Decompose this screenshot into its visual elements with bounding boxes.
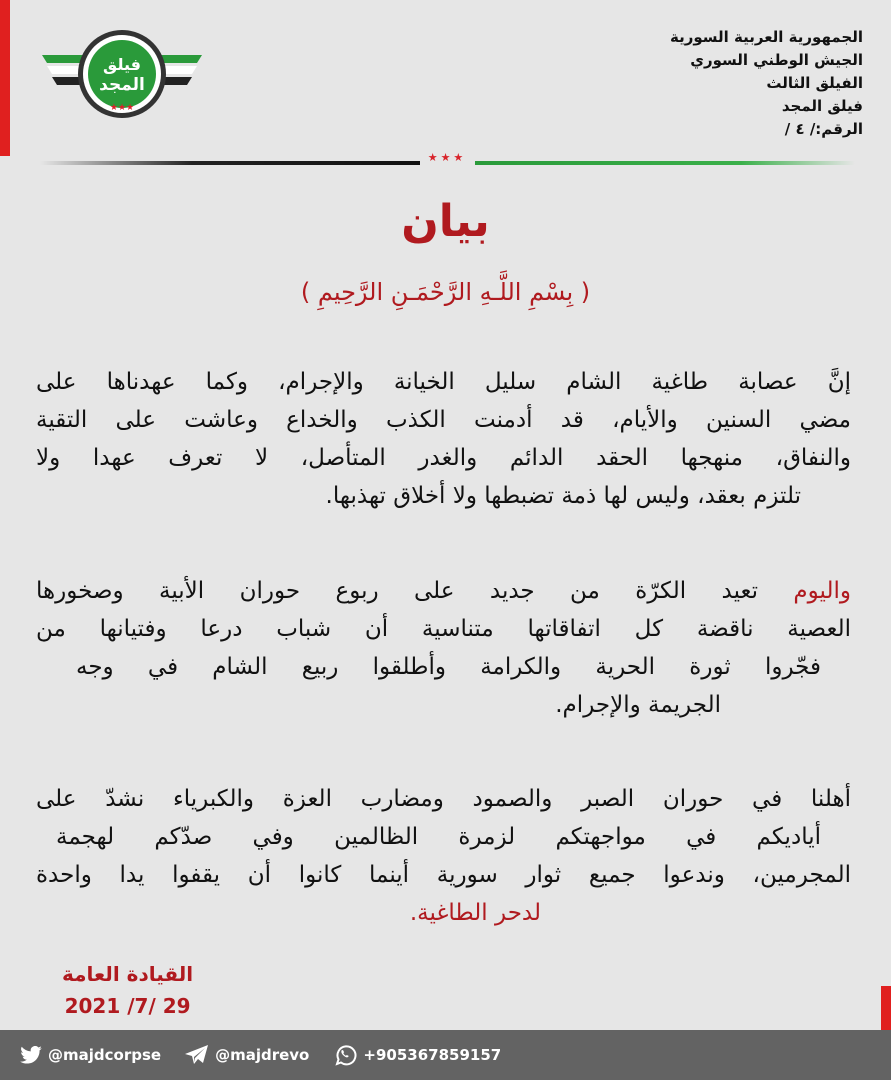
highlight-word: واليوم xyxy=(793,578,851,604)
svg-text:فيلق: فيلق xyxy=(103,55,141,74)
twitter-icon xyxy=(20,1046,42,1064)
telegram-link[interactable] xyxy=(185,1045,309,1065)
text-line: فجّروا ثورة الحرية والكرامة وأطلقوا ربيع الشام في وجه xyxy=(76,654,821,680)
text-line-highlight: لدحر الطاغية. xyxy=(409,900,541,926)
whatsapp-link[interactable] xyxy=(333,1043,501,1067)
basmala: ( بِسْمِ اللَّـهِ الرَّحْمَـنِ الرَّحِيمِ ) xyxy=(300,278,591,306)
text-line: المجرمين، وندعوا جميع ثوار سورية أينما كانوا أن يقفوا يدا واحدة xyxy=(36,862,851,888)
text-line: مضي السنين والأيام، قد أدمنت الكذب والخداع وعاشت على التقية xyxy=(36,407,851,433)
signatory: القيادة العامة xyxy=(62,962,194,986)
red-accent-bar-right xyxy=(881,986,891,1031)
statement-date: 2021 /7/ 29 xyxy=(64,994,191,1018)
statement-title: بيان xyxy=(401,196,490,247)
svg-text:★★★: ★★★ xyxy=(109,103,135,113)
header-divider xyxy=(40,151,855,166)
text-line: إنَّ عصابة طاغية الشام سليل الخيانة والإجرام، وكما عهدناها على xyxy=(36,369,851,395)
document-number: الرقم:/ ٤ / xyxy=(784,120,863,138)
text-line: تلتزم بعقد، وليس لها ذمة تضبطها ولا أخلاق تهذبها. xyxy=(325,483,801,509)
header-line: الفيلق الثالث xyxy=(766,74,863,92)
text-line: أياديكم في مواجهتكم لزمرة الظالمين وفي صدّكم لهجمة xyxy=(56,824,821,850)
stars-icon: ★★★ xyxy=(427,151,467,164)
text-line: الجريمة والإجرام. xyxy=(555,692,721,718)
letterhead xyxy=(670,26,863,141)
signature-block xyxy=(62,958,193,1022)
twitter-link[interactable] xyxy=(20,1046,161,1064)
paragraph-1 xyxy=(36,363,851,515)
telegram-icon xyxy=(185,1045,209,1065)
whatsapp-number: +905367859157 xyxy=(363,1046,502,1064)
header-line: الجيش الوطني السوري xyxy=(690,51,863,69)
text-line: والنفاق، منهجها الحقد الدائم والغدر المتأصل، لا تعرف عهدا ولا xyxy=(36,445,851,471)
text-line xyxy=(36,572,851,610)
corps-logo xyxy=(42,30,202,120)
text-line: العصية ناقضة كل اتفاقاتها متناسية أن شباب درعا وفتيانها من xyxy=(36,616,851,642)
svg-text:المجد: المجد xyxy=(99,75,145,95)
contact-footer xyxy=(0,1030,891,1080)
paragraph-3 xyxy=(36,780,851,932)
text-line: أهلنا في حوران الصبر والصمود ومضارب العزة والكبرياء نشدّ على xyxy=(36,786,851,812)
whatsapp-icon xyxy=(333,1043,357,1067)
header-line: فيلق المجد xyxy=(781,97,863,115)
telegram-handle: @majdrevo xyxy=(215,1046,310,1064)
twitter-handle: @majdcorpse xyxy=(48,1046,162,1064)
text-segment: تعيد الكرّة من جديد على ربوع حوران الأبية وصخورها xyxy=(36,578,794,604)
paragraph-2 xyxy=(36,572,851,724)
header-line: الجمهورية العربية السورية xyxy=(670,28,863,46)
red-accent-bar-left xyxy=(0,0,10,156)
